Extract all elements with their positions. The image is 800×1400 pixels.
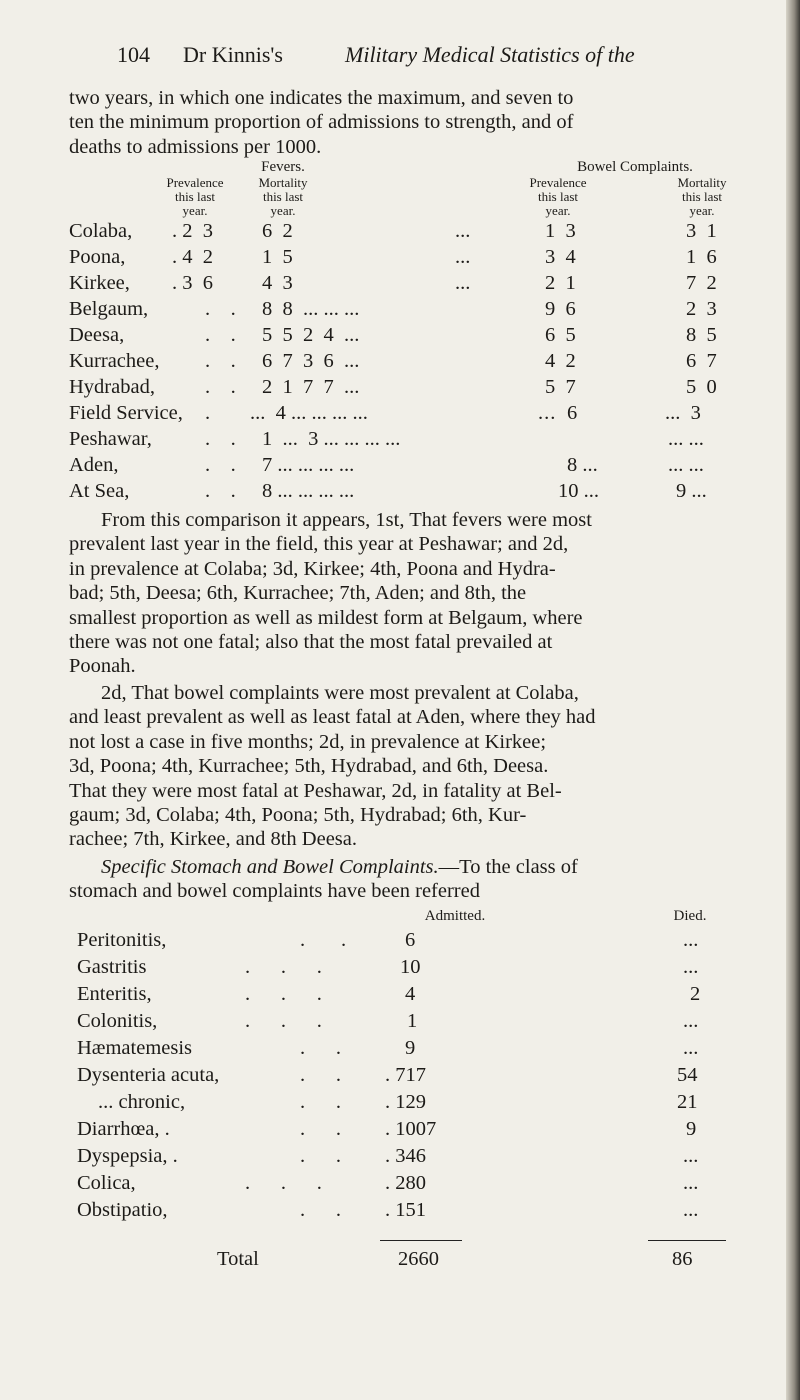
text-line: in prevalence at Colaba; 3d, Kirkee; 4th, Poona and Hydra-: [69, 557, 556, 580]
admitted-count: 10: [400, 956, 421, 978]
admitted-value: 129: [395, 1091, 426, 1113]
bowel-prevalence: 6: [567, 402, 578, 424]
col-head-line: this last: [681, 189, 723, 204]
disease-name: ... chronic,: [98, 1091, 186, 1113]
admitted-count: 1: [407, 1010, 418, 1032]
bowel-mortality: 9 ...: [676, 480, 707, 502]
place-name: Kirkee,: [69, 272, 130, 294]
row-leader: . .: [205, 376, 236, 398]
table-row: [0, 1037, 800, 1064]
table-row: [0, 454, 800, 480]
header-author: Dr Kinnis's: [183, 42, 283, 67]
section-heading: Specific Stomach and Bowel Complaints.: [101, 856, 439, 878]
fever-mortality: 7 ... ... ... ...: [262, 454, 355, 476]
fever-prevalence: . 2 3: [172, 220, 213, 242]
col-head-line: year.: [270, 203, 296, 218]
text-line: bad; 5th, Deesa; 6th, Kurrachee; 7th, Aden; and 8th, the: [69, 582, 527, 605]
row-leader: . . .: [245, 956, 322, 978]
table-row: [0, 1010, 800, 1037]
header-title: Military Medical Statistics of the: [345, 42, 635, 67]
sum-rule: [380, 1240, 462, 1241]
col-head-line: Mortality: [677, 175, 727, 190]
died-count: ...: [683, 1172, 699, 1194]
col-head-died: Died.: [673, 908, 707, 924]
row-leader: .: [205, 402, 211, 424]
fever-mortality: 8 8 ... ... ...: [262, 298, 360, 320]
disease-name: Dysenteria acuta,: [77, 1064, 220, 1086]
disease-name: Diarrhœa, .: [77, 1118, 170, 1140]
text-line: smallest proportion as well as mildest form at Belgaum, where: [69, 606, 583, 629]
row-leader: . .: [300, 1199, 341, 1221]
text-line: and least prevalent as well as least fatal at Aden, where they had: [69, 706, 596, 729]
text-line: 3d, Poona; 4th, Kurrachee; 5th, Hydrabad, and 6th, Deesa.: [69, 755, 549, 778]
table-row: [0, 272, 800, 298]
bowel-paragraph: [69, 681, 769, 852]
row-leader: . .: [300, 929, 347, 951]
col-head-line: year.: [545, 203, 571, 218]
fever-mortality: ... 4 ... ... ... ...: [250, 402, 368, 424]
bowel-prevalence: 10 ...: [558, 480, 599, 502]
died-count: ...: [683, 1145, 699, 1167]
col-head-line: year.: [689, 203, 715, 218]
fever-prevalence: . 4 2: [172, 246, 213, 268]
table-row: [0, 298, 800, 324]
row-leader: . .: [300, 1037, 341, 1059]
total-label: Total: [217, 1248, 259, 1270]
col-head-fever-prevalence: [145, 176, 245, 218]
admitted-value: 280: [395, 1172, 426, 1194]
text-line: Poonah.: [69, 655, 136, 678]
bowel-prevalence: 8 ...: [567, 454, 598, 476]
col-head-line: this last: [174, 189, 216, 204]
row-leader: . . .: [245, 983, 322, 1005]
text-line: not lost a case in five months; 2d, in prevalence at Kirkee;: [69, 730, 547, 753]
place-name: Field Service,: [69, 402, 183, 424]
running-header: [0, 42, 800, 72]
fever-mortality: 6 7 3 6 ...: [262, 350, 360, 372]
table-row: [0, 376, 800, 402]
died-count: ...: [683, 1037, 699, 1059]
text-line: 2d, That bowel complaints were most prevalent at Colaba,: [101, 682, 579, 704]
table-row: [0, 1145, 800, 1172]
table-row: [0, 428, 800, 454]
disease-name: Enteritis,: [77, 983, 152, 1005]
total-admitted: 2660: [398, 1248, 439, 1270]
died-count: 54: [677, 1064, 698, 1086]
text-line: From this comparison it appears, 1st, That fevers were most: [101, 509, 592, 531]
row-leader: . .: [205, 480, 236, 502]
table-row: [0, 220, 800, 246]
bowel-prevalence: 3 4: [545, 246, 576, 268]
bowel-mortality: 2 3: [686, 298, 717, 320]
disease-name: Obstipatio,: [77, 1199, 168, 1221]
admitted-value: 151: [395, 1199, 426, 1221]
row-leader: . .: [205, 454, 236, 476]
place-name: At Sea,: [69, 480, 130, 502]
admitted-count: . 1007: [385, 1118, 437, 1140]
page-edge-shadow: [786, 0, 800, 1400]
row-leader: . .: [300, 1091, 341, 1113]
col-head-line: year.: [182, 203, 208, 218]
admitted-value: 346: [395, 1145, 426, 1167]
admitted-count: . 346: [385, 1145, 426, 1167]
bowel-mortality: 6 7: [686, 350, 717, 372]
row-leader: . .: [205, 428, 236, 450]
table-row: [0, 402, 800, 428]
text-run: —To the class of: [438, 856, 578, 878]
text-line: That they were most fatal at Peshawar, 2d, in fatality at Bel-: [69, 779, 562, 802]
bowel-prevalence: 4 2: [545, 350, 576, 372]
died-count: ...: [683, 956, 699, 978]
admitted-count: . 151: [385, 1199, 426, 1221]
total-row: [0, 1248, 800, 1275]
col-head-line: Prevalence: [166, 175, 224, 190]
died-count: ...: [683, 1199, 699, 1221]
place-name: Deesa,: [69, 324, 125, 346]
fevers-group-header: Fevers.: [261, 159, 305, 175]
text-line: ten the minimum proportion of admissions to strength, and of: [69, 111, 574, 134]
admitted-count: 4: [405, 983, 416, 1005]
fever-mortality: 6 2: [262, 220, 293, 242]
row-leader: ...: [455, 246, 471, 268]
table-row: [0, 1118, 800, 1145]
died-count: 9: [686, 1118, 697, 1140]
table-row: [0, 1064, 800, 1091]
row-leader: . .: [205, 324, 236, 346]
col-head-line: this last: [262, 189, 304, 204]
row-leader: . . .: [245, 1010, 322, 1032]
admitted-count: . 717: [385, 1064, 426, 1086]
place-name: Colaba,: [69, 220, 133, 242]
table-row: [0, 480, 800, 506]
place-name: Kurrachee,: [69, 350, 160, 372]
admitted-count: 6: [405, 929, 416, 951]
table-row: [0, 1199, 800, 1226]
place-name: Belgaum,: [69, 298, 149, 320]
row-leader-dots: ...: [538, 402, 557, 424]
fever-mortality: 4 3: [262, 272, 293, 294]
row-leader: ...: [455, 272, 471, 294]
specific-paragraph: [69, 855, 769, 904]
col-head-bowel-prevalence: [508, 176, 608, 218]
fever-prevalence: . 3 6: [172, 272, 213, 294]
disease-name: Colica,: [77, 1172, 136, 1194]
table-row: [0, 1172, 800, 1199]
admitted-count: . 280: [385, 1172, 426, 1194]
bowel-prevalence: 6 5: [545, 324, 576, 346]
bowel-group-header: Bowel Complaints.: [577, 159, 693, 175]
bowel-prevalence: 2 1: [545, 272, 576, 294]
table-row: [0, 956, 800, 983]
col-head-admitted: Admitted.: [424, 908, 486, 924]
bowel-prevalence: 9 6: [545, 298, 576, 320]
bowel-mortality: 8 5: [686, 324, 717, 346]
col-head-line: this last: [537, 189, 579, 204]
text-line: gaum; 3d, Colaba; 4th, Poona; 5th, Hydrabad; 6th, Kur-: [69, 804, 527, 827]
text-line: prevalent last year in the field, this year at Peshawar; and 2d,: [69, 533, 569, 556]
text-line: deaths to admissions per 1000.: [69, 135, 322, 158]
col-head-line: Prevalence: [529, 175, 587, 190]
died-count: 21: [677, 1091, 698, 1113]
bowel-mortality: 7 2: [686, 272, 717, 294]
bowel-mortality: 1 6: [686, 246, 717, 268]
col-head-line: Mortality: [258, 175, 308, 190]
place-name: Poona,: [69, 246, 126, 268]
table-row: [0, 1091, 800, 1118]
page-number: 104: [117, 42, 150, 67]
bowel-mortality: ... ...: [668, 454, 704, 476]
bowel-prevalence: 1 3: [545, 220, 576, 242]
row-leader: . .: [300, 1064, 341, 1086]
col-head-fever-mortality: [233, 176, 333, 218]
text-line: two years, in which one indicates the maximum, and seven to: [69, 87, 574, 109]
bowel-mortality: 3 1: [686, 220, 717, 242]
fever-mortality: 1 5: [262, 246, 293, 268]
bowel-mortality: ... 3: [665, 402, 701, 424]
text-line: [69, 855, 769, 879]
disease-name: Gastritis: [77, 956, 147, 978]
admitted-value: 717: [395, 1064, 426, 1086]
fever-mortality: 1 ... 3 ... ... ... ...: [262, 428, 401, 450]
disease-name: Dyspepsia, .: [77, 1145, 178, 1167]
table-row: [0, 350, 800, 376]
admitted-count: 9: [405, 1037, 416, 1059]
table-row: [0, 246, 800, 272]
table-row: [0, 929, 800, 956]
fever-mortality: 2 1 7 7 ...: [262, 376, 360, 398]
admitted-count: . 129: [385, 1091, 426, 1113]
row-leader: ...: [455, 220, 471, 242]
died-count: ...: [683, 1010, 699, 1032]
admitted-value: 1007: [395, 1118, 437, 1140]
fever-mortality: 8 ... ... ... ...: [262, 480, 355, 502]
text-line: stomach and bowel complaints have been referred: [69, 880, 480, 903]
died-count: ...: [683, 929, 699, 951]
row-leader: . .: [205, 298, 236, 320]
fever-mortality: 5 5 2 4 ...: [262, 324, 360, 346]
col-head-bowel-mortality: [652, 176, 752, 218]
table-row: [0, 324, 800, 350]
died-count: 2: [690, 983, 701, 1005]
text-line: rachee; 7th, Kirkee, and 8th Deesa.: [69, 828, 358, 851]
text-line: there was not one fatal; also that the most fatal prevailed at: [69, 631, 553, 654]
row-leader: . .: [205, 350, 236, 372]
place-name: Peshawar,: [69, 428, 152, 450]
place-name: Hydrabad,: [69, 376, 155, 398]
disease-name: Hæmatemesis: [77, 1037, 193, 1059]
row-leader: . .: [300, 1118, 341, 1140]
bowel-mortality: ... ...: [668, 428, 704, 450]
disease-name: Colonitis,: [77, 1010, 158, 1032]
place-name: Aden,: [69, 454, 119, 476]
row-leader: . .: [300, 1145, 341, 1167]
table-row: [0, 983, 800, 1010]
row-leader: . . .: [245, 1172, 322, 1194]
total-died: 86: [672, 1248, 693, 1270]
intro-paragraph: [69, 86, 769, 159]
bowel-mortality: 5 0: [686, 376, 717, 398]
bowel-prevalence: 5 7: [545, 376, 576, 398]
disease-name: Peritonitis,: [77, 929, 167, 951]
comparison-paragraph: [69, 508, 769, 679]
sum-rule: [648, 1240, 726, 1241]
